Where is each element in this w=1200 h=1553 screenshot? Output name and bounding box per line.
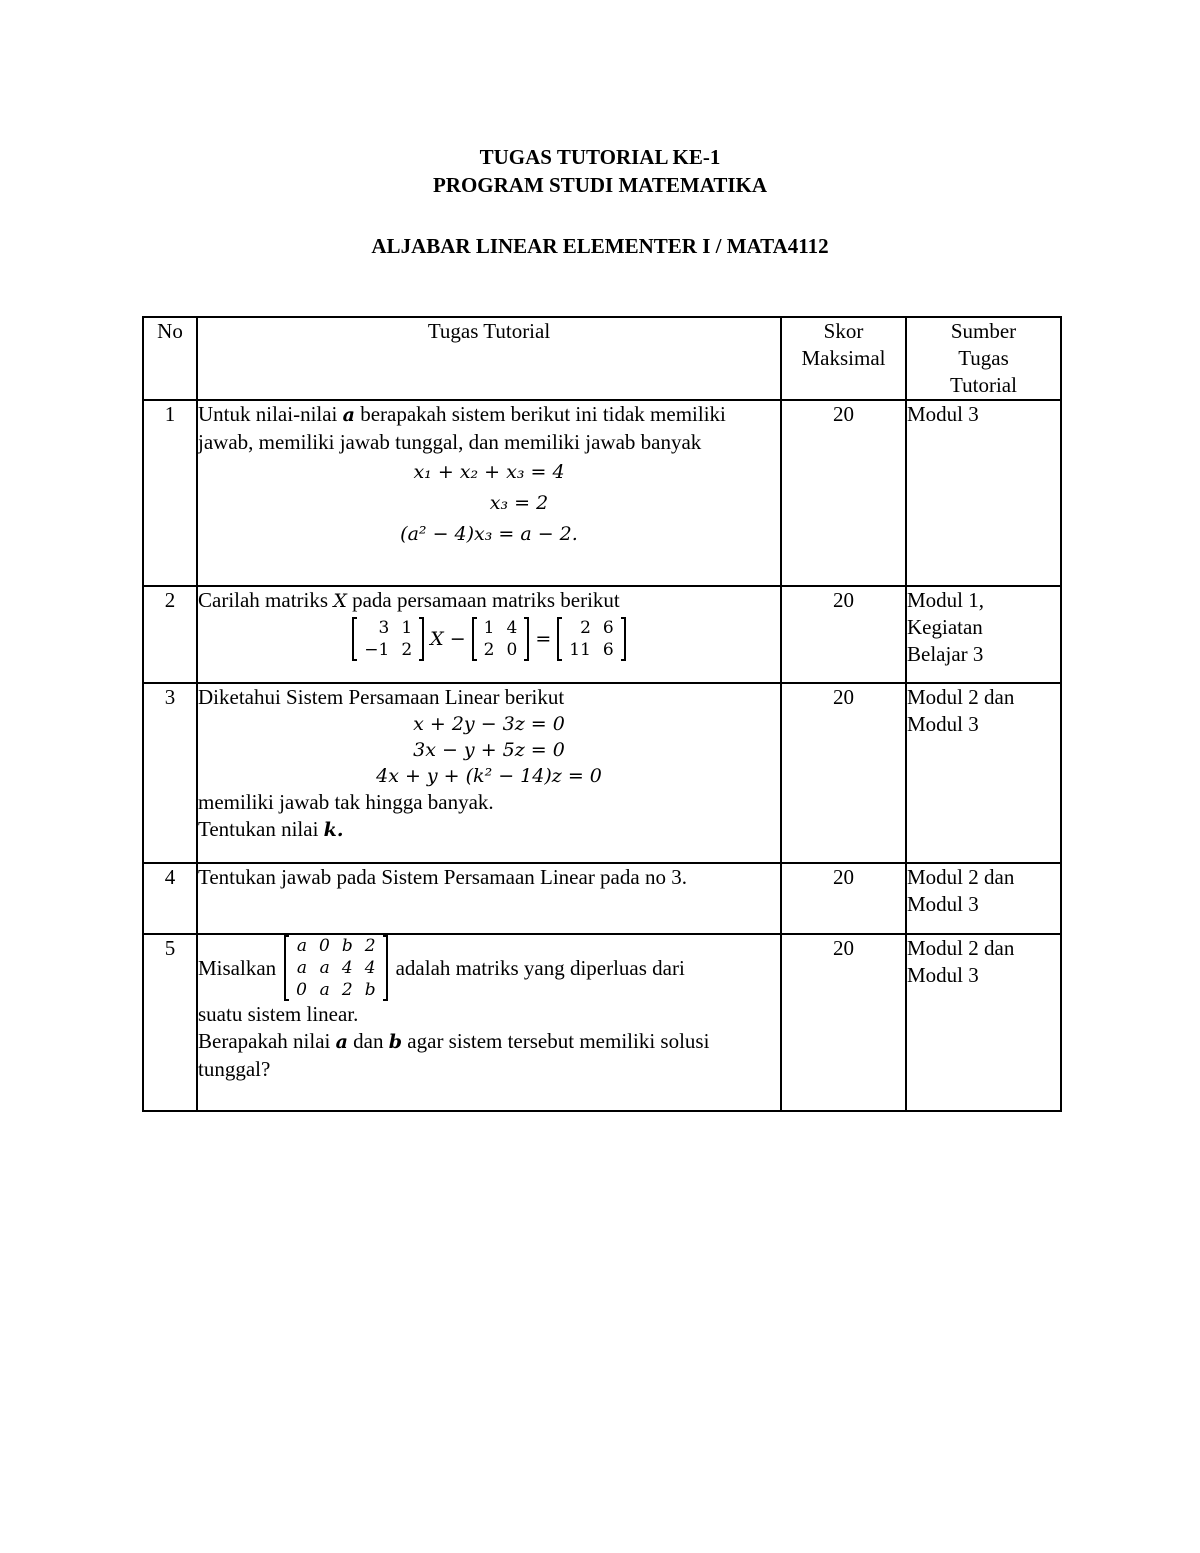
equation-text: (a² − 4)x₃ = a − 2.: [400, 523, 578, 545]
equation: [198, 456, 780, 487]
matrix-entry: b: [364, 980, 376, 1000]
augmented-matrix: [284, 935, 387, 1001]
task-cell: [197, 683, 781, 863]
row-number: 3: [143, 683, 197, 863]
matrix-entry: 1: [401, 618, 413, 638]
source-cell: [906, 863, 1061, 934]
table-row: [143, 863, 1061, 934]
matrix-entry: 1: [483, 618, 495, 638]
score-cell: 20: [781, 400, 906, 586]
score-cell: 20: [781, 934, 906, 1111]
header-source-line1: Sumber: [950, 319, 1017, 343]
variable-a: a: [342, 404, 355, 426]
matrix-entry: 2: [401, 640, 413, 660]
task-cell: [197, 934, 781, 1111]
page-title: TUGAS TUTORIAL KE-1: [479, 145, 721, 169]
row-number: 4: [143, 863, 197, 934]
equation: [198, 518, 780, 549]
header-source: [906, 317, 1061, 400]
variable-k: k.: [323, 819, 344, 841]
source-cell: [906, 400, 1061, 586]
source-line: Modul 2 dan: [907, 685, 1015, 709]
source-cell: [906, 934, 1061, 1111]
matrix-entry: 2: [341, 980, 353, 1000]
matrix-entry: 6: [602, 640, 614, 660]
task-text-part: Misalkan: [198, 955, 277, 980]
matrix-entry: a: [296, 958, 307, 978]
task-cell: [197, 863, 781, 934]
matrix-entry: 4: [506, 618, 518, 638]
equation-text: 4x + y + (k² − 14)z = 0: [376, 765, 602, 787]
task-text: [198, 1028, 780, 1083]
variable-b: b: [388, 1031, 403, 1053]
score-cell: 20: [781, 586, 906, 683]
equation: [198, 711, 780, 737]
matrix-entry: 6: [602, 618, 614, 638]
task-cell: [197, 400, 781, 586]
equation: [198, 487, 780, 518]
score-cell: 20: [781, 683, 906, 863]
header-score-line2: Maksimal: [801, 346, 886, 370]
source-line: Modul 1,: [907, 588, 985, 612]
task-text-part: adalah matriks yang diperluas dari: [395, 955, 685, 980]
tutorial-table: [142, 316, 1062, 1112]
matrix-entry: 0: [296, 980, 307, 1000]
matrix-entry: 4: [364, 958, 376, 978]
table-row: [143, 683, 1061, 863]
matrix-entry: −1: [364, 640, 390, 660]
matrix-entry: 0: [318, 936, 330, 956]
task-text-part: pada persamaan matriks berikut: [346, 588, 620, 612]
source-cell: [906, 683, 1061, 863]
matrix-entry: 3: [378, 618, 390, 638]
row-number: 5: [143, 934, 197, 1111]
task-text-part: berapakah sistem berikut ini tidak memiliki jawab, memiliki jawab tunggal, dan memiliki jawab banyak: [198, 402, 726, 454]
task-cell: [197, 586, 781, 683]
matrix-c: [557, 617, 625, 661]
equation: [198, 737, 780, 763]
source-cell: [906, 586, 1061, 683]
matrix-b: [472, 617, 530, 661]
header-score-line1: Skor: [823, 319, 864, 343]
variable-a: a: [335, 1031, 348, 1053]
task-text: [198, 587, 780, 615]
header-source-line3: Tutorial: [950, 373, 1017, 397]
source-line: Modul 3: [907, 963, 979, 987]
task-text-part: Berapakah nilai: [198, 1029, 336, 1053]
task-text: [198, 401, 780, 456]
source-line: Modul 2 dan: [907, 865, 1015, 889]
equation: [198, 763, 780, 789]
header-score: [781, 317, 906, 400]
task-text-part: dan: [347, 1029, 389, 1053]
source-line: Modul 3: [907, 712, 979, 736]
matrix-entry: 11: [569, 640, 591, 660]
header-no: No: [143, 317, 197, 400]
header-source-line2: Tugas: [958, 346, 1009, 370]
matrix-entry: 2: [483, 640, 495, 660]
task-text-part: Untuk nilai-nilai: [198, 402, 343, 426]
matrix-entry: a: [319, 980, 330, 1000]
augmented-matrix-line: [198, 935, 780, 1001]
matrix-entry: b: [341, 936, 353, 956]
table-header-row: [143, 317, 1061, 400]
table-row: [143, 934, 1061, 1111]
source-line: Belajar 3: [907, 642, 984, 666]
header-task: Tugas Tutorial: [197, 317, 781, 400]
source-line: Modul 2 dan: [907, 936, 1015, 960]
row-number: 1: [143, 400, 197, 586]
source-line: Modul 3: [907, 402, 979, 426]
equation-text: x₃ = 2: [489, 492, 549, 514]
equation-text: 3x − y + 5z = 0: [413, 739, 565, 761]
task-text-part: Tentukan nilai: [198, 817, 324, 841]
task-text: memiliki jawab tak hingga banyak.: [198, 790, 494, 814]
matrix-equation: [198, 617, 780, 661]
row-number: 2: [143, 586, 197, 683]
source-line: Modul 3: [907, 892, 979, 916]
table-row: [143, 586, 1061, 683]
task-text-part: agar sistem tersebut memiliki solusi tunggal?: [198, 1029, 710, 1081]
matrix-entry: 2: [364, 936, 376, 956]
operator: =: [535, 627, 552, 650]
equation-text: x + 2y − 3z = 0: [413, 713, 565, 735]
matrix-entry: a: [319, 958, 330, 978]
operator: X −: [430, 627, 466, 650]
matrix-entry: 0: [506, 640, 518, 660]
score-cell: 20: [781, 863, 906, 934]
matrix-entry: a: [296, 936, 307, 956]
task-text: suatu sistem linear.: [198, 1002, 359, 1026]
program-title: PROGRAM STUDI MATEMATIKA: [432, 173, 768, 197]
course-title: ALJABAR LINEAR ELEMENTER I / MATA4112: [371, 234, 829, 258]
variable-x: X: [333, 590, 347, 612]
table-row: [143, 400, 1061, 586]
task-text: Diketahui Sistem Persamaan Linear berikut: [198, 685, 565, 709]
matrix-entry: 2: [580, 618, 591, 638]
task-text: Tentukan jawab pada Sistem Persamaan Linear pada no 3.: [198, 865, 687, 889]
task-text: [198, 816, 780, 844]
matrix-entry: 4: [341, 958, 353, 978]
matrix-a: [352, 617, 424, 661]
task-text-part: Carilah matriks: [198, 588, 334, 612]
source-line: Kegiatan: [907, 615, 983, 639]
equation-text: x₁ + x₂ + x₃ = 4: [413, 461, 565, 483]
